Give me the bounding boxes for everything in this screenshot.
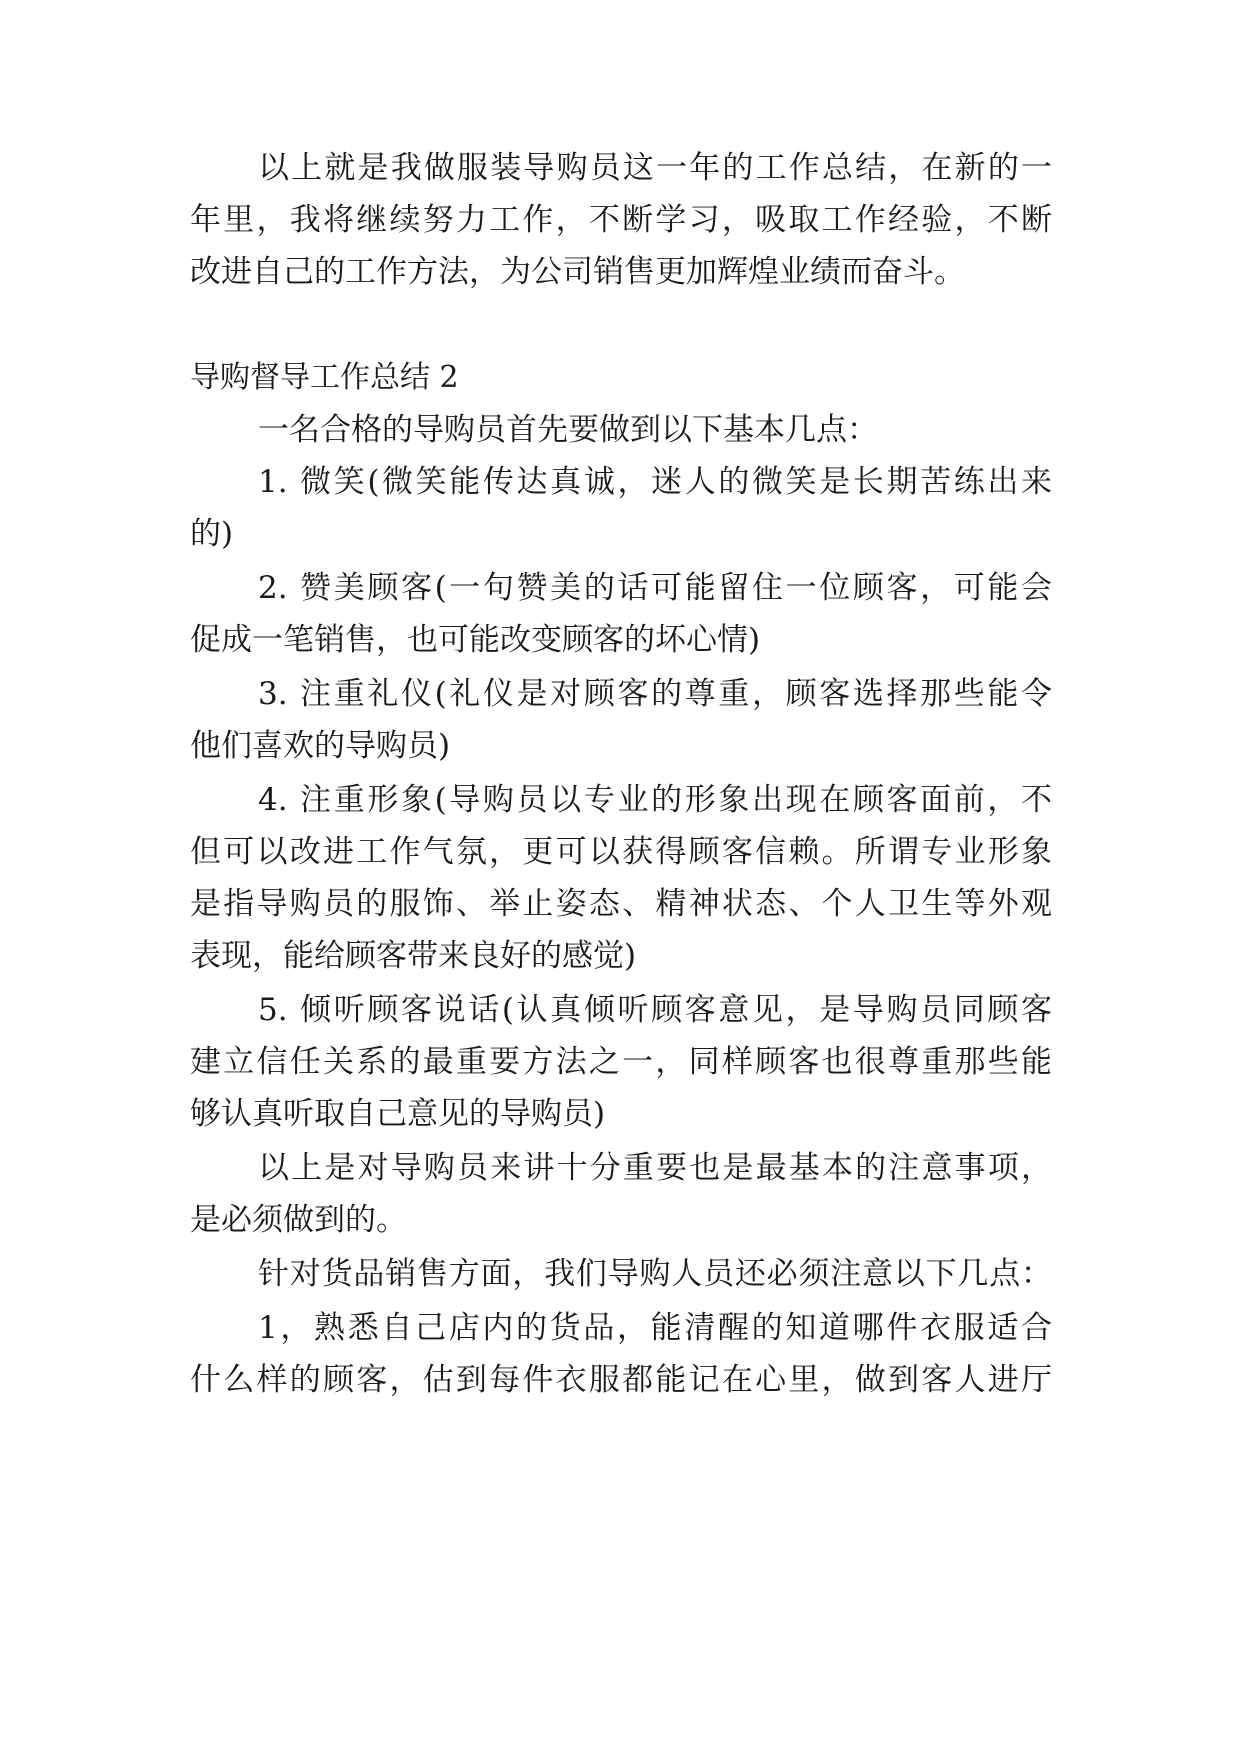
goods-intro: 针对货品销售方面，我们导购人员还必须注意以下几点： — [258, 1256, 1052, 1292]
intro-line-1: 以上就是我做服装导购员这一年的工作总结，在新的一 — [258, 150, 1052, 186]
point-2-line-2: 促成一笔销售，也可能改变顾客的坏心情) — [190, 622, 761, 658]
point-5-line-2: 建立信任关系的最重要方法之一，同样顾客也很尊重那些能 — [190, 1044, 1052, 1080]
lead-sentence: 一名合格的导购员首先要做到以下基本几点： — [258, 412, 878, 448]
point-5-line-1: 5. 倾听顾客说话(认真倾听顾客意见，是导购员同顾客 — [258, 992, 1052, 1028]
point-4-line-2: 但可以改进工作气氛，更可以获得顾客信赖。所谓专业形象 — [190, 834, 1052, 870]
point-4-line-4: 表现，能给顾客带来良好的感觉) — [190, 938, 637, 974]
section-heading: 导购督导工作总结 2 — [190, 360, 459, 395]
point-4-line-3: 是指导购员的服饰、举止姿态、精神状态、个人卫生等外观 — [190, 886, 1052, 922]
goods-point-1-line-1: 1，熟悉自己店内的货品，能清醒的知道哪件衣服适合 — [258, 1310, 1052, 1346]
point-4-line-1: 4. 注重形象(导购员以专业的形象出现在顾客面前，不 — [258, 782, 1052, 818]
summary-line-2: 是必须做到的。 — [190, 1202, 407, 1238]
point-5-line-3: 够认真听取自己意见的导购员) — [190, 1096, 606, 1132]
goods-point-1-line-2: 什么样的顾客，估到每件衣服都能记在心里，做到客人进厅 — [190, 1362, 1052, 1398]
point-3-line-2: 他们喜欢的导购员) — [190, 728, 451, 764]
point-1-line-2: 的) — [190, 516, 234, 552]
point-1-line-1: 1. 微笑(微笑能传达真诚，迷人的微笑是长期苦练出来 — [258, 464, 1052, 500]
point-2-line-1: 2. 赞美顾客(一句赞美的话可能留住一位顾客，可能会 — [258, 570, 1052, 606]
intro-line-2: 年里，我将继续努力工作，不断学习，吸取工作经验，不断 — [190, 202, 1052, 238]
intro-line-3: 改进自己的工作方法，为公司销售更加辉煌业绩而奋斗。 — [190, 254, 965, 290]
point-3-line-1: 3. 注重礼仪(礼仪是对顾客的尊重，顾客选择那些能令 — [258, 676, 1052, 712]
summary-line-1: 以上是对导购员来讲十分重要也是最基本的注意事项， — [258, 1150, 1052, 1186]
